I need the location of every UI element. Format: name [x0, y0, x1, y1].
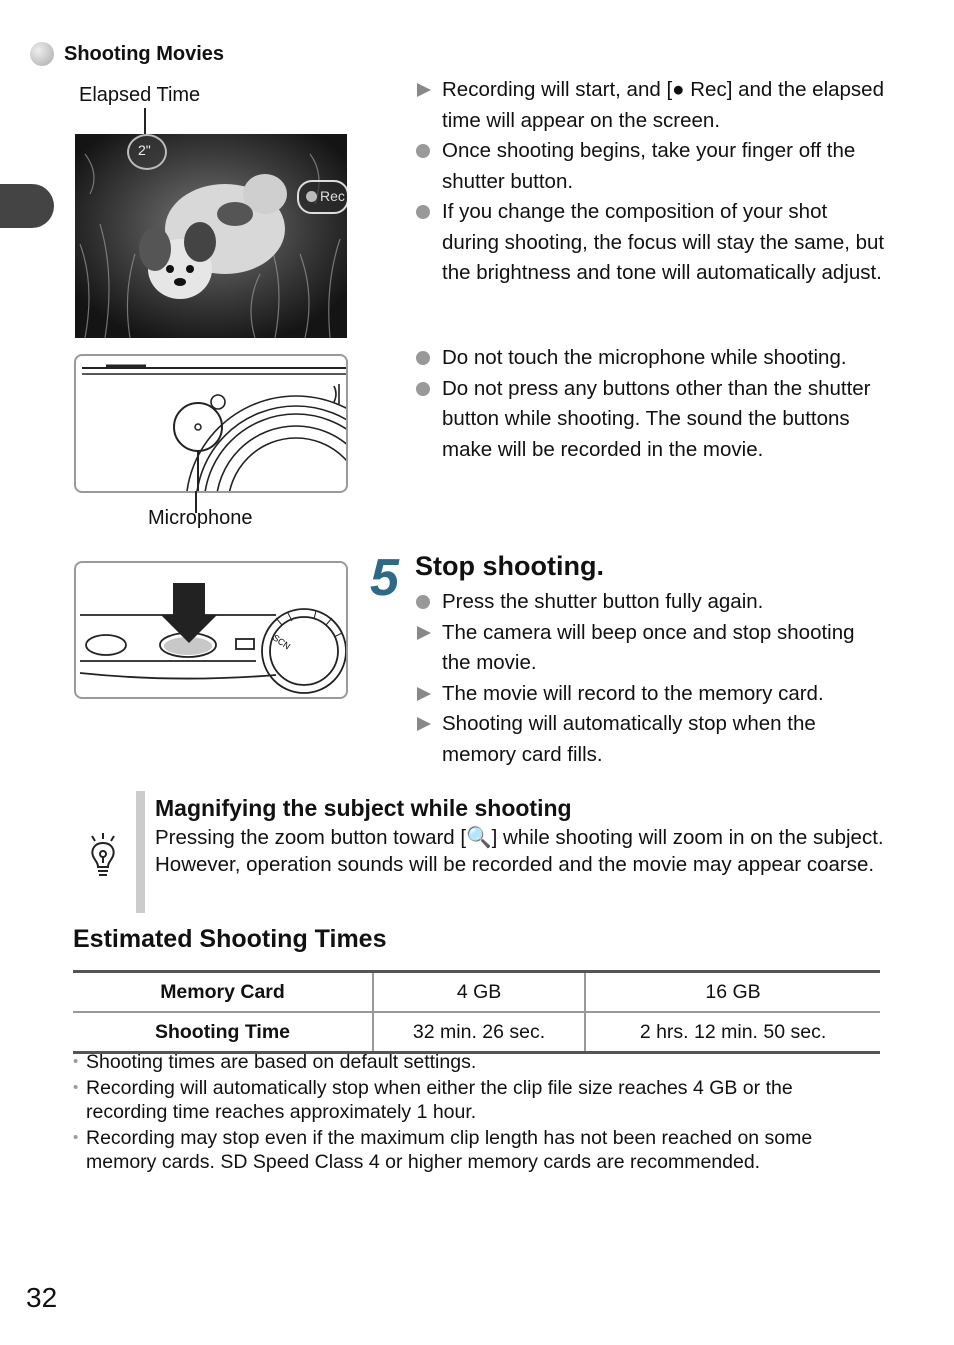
table-row	[73, 972, 880, 1013]
camera-top-illustration	[76, 563, 346, 697]
elapsed-time-label: Elapsed Time	[79, 84, 201, 106]
rec-label: Rec	[320, 188, 345, 204]
section-header	[30, 40, 224, 68]
note-item: • Recording may stop even if the maximum clip length has not been reached on some memory cards. SD Speed Class 4 or higher memory cards are recommended.	[73, 1126, 873, 1174]
step-number: 5	[370, 549, 399, 607]
list-item: The movie will record to the memory card.	[442, 681, 824, 705]
rec-indicator	[297, 180, 347, 214]
lightbulb-icon	[86, 832, 120, 883]
table-cell: 2 hrs. 12 min. 50 sec.	[585, 1012, 880, 1053]
elapsed-time-highlight	[127, 134, 167, 170]
list-item: Shooting will automatically stop when the memory card fills.	[442, 712, 816, 766]
step-title: Stop shooting.	[415, 551, 604, 581]
list-item: Do not touch the microphone while shooting.	[442, 346, 847, 369]
tip-title: Magnifying the subject while shooting	[155, 795, 572, 821]
dog-photo-illustration	[75, 134, 347, 338]
note-item: • Shooting times are based on default settings.	[73, 1050, 873, 1074]
list-item: If you change the composition of your shot during shooting, the focus will stay the same, but the brightness and tone will automatically adjust.	[442, 200, 885, 284]
table-cell: 4 GB	[373, 972, 585, 1013]
list-item: Once shooting begins, take your finger off the shutter button.	[442, 139, 856, 193]
table-row	[73, 1012, 880, 1053]
shooting-times-table	[73, 970, 880, 1054]
shutter-figure	[74, 561, 348, 699]
camera-front-illustration	[76, 356, 346, 491]
page-number: 32	[26, 1282, 58, 1313]
section-title: Shooting Movies	[64, 42, 224, 65]
section-circle-icon	[30, 42, 54, 66]
rec-dot-icon	[306, 191, 317, 202]
scn-label: SCN	[270, 632, 293, 652]
shooting-times-notes	[73, 1050, 873, 1176]
list-item: Recording will start, and [● Rec] and the elapsed time will appear on the screen.	[442, 78, 884, 132]
chapter-tab	[0, 184, 54, 228]
table-cell: Shooting Time	[73, 1012, 373, 1053]
caution-bullets	[415, 343, 890, 465]
shooting-times-heading: Estimated Shooting Times	[73, 925, 387, 953]
list-item: The camera will beep once and stop shooting the movie.	[442, 620, 855, 674]
elapsed-time-value: 2"	[138, 142, 151, 158]
microphone-figure	[74, 354, 348, 493]
list-item: Do not press any buttons other than the shutter button while shooting. The sound the buttons make will be recorded in the movie.	[442, 376, 871, 461]
movie-screen-photo	[75, 134, 347, 338]
tip-sidebar	[136, 791, 145, 913]
recording-bullets	[415, 75, 885, 289]
table-cell: 32 min. 26 sec.	[373, 1012, 585, 1053]
list-item: Press the shutter button fully again.	[442, 590, 764, 613]
note-item: • Recording will automatically stop when either the clip file size reaches 4 GB or the recording time reaches approximately 1 hour.	[73, 1076, 873, 1124]
microphone-label: Microphone	[148, 507, 253, 529]
table-cell: Memory Card	[73, 972, 373, 1013]
tip-body: Pressing the zoom button toward [🔍] while shooting will zoom in on the subject. However, operation sounds will be recorded and the movie may appear coarse.	[155, 826, 884, 876]
step-bullets	[415, 587, 885, 770]
table-cell: 16 GB	[585, 972, 880, 1013]
elapsed-leader-line	[144, 108, 146, 134]
